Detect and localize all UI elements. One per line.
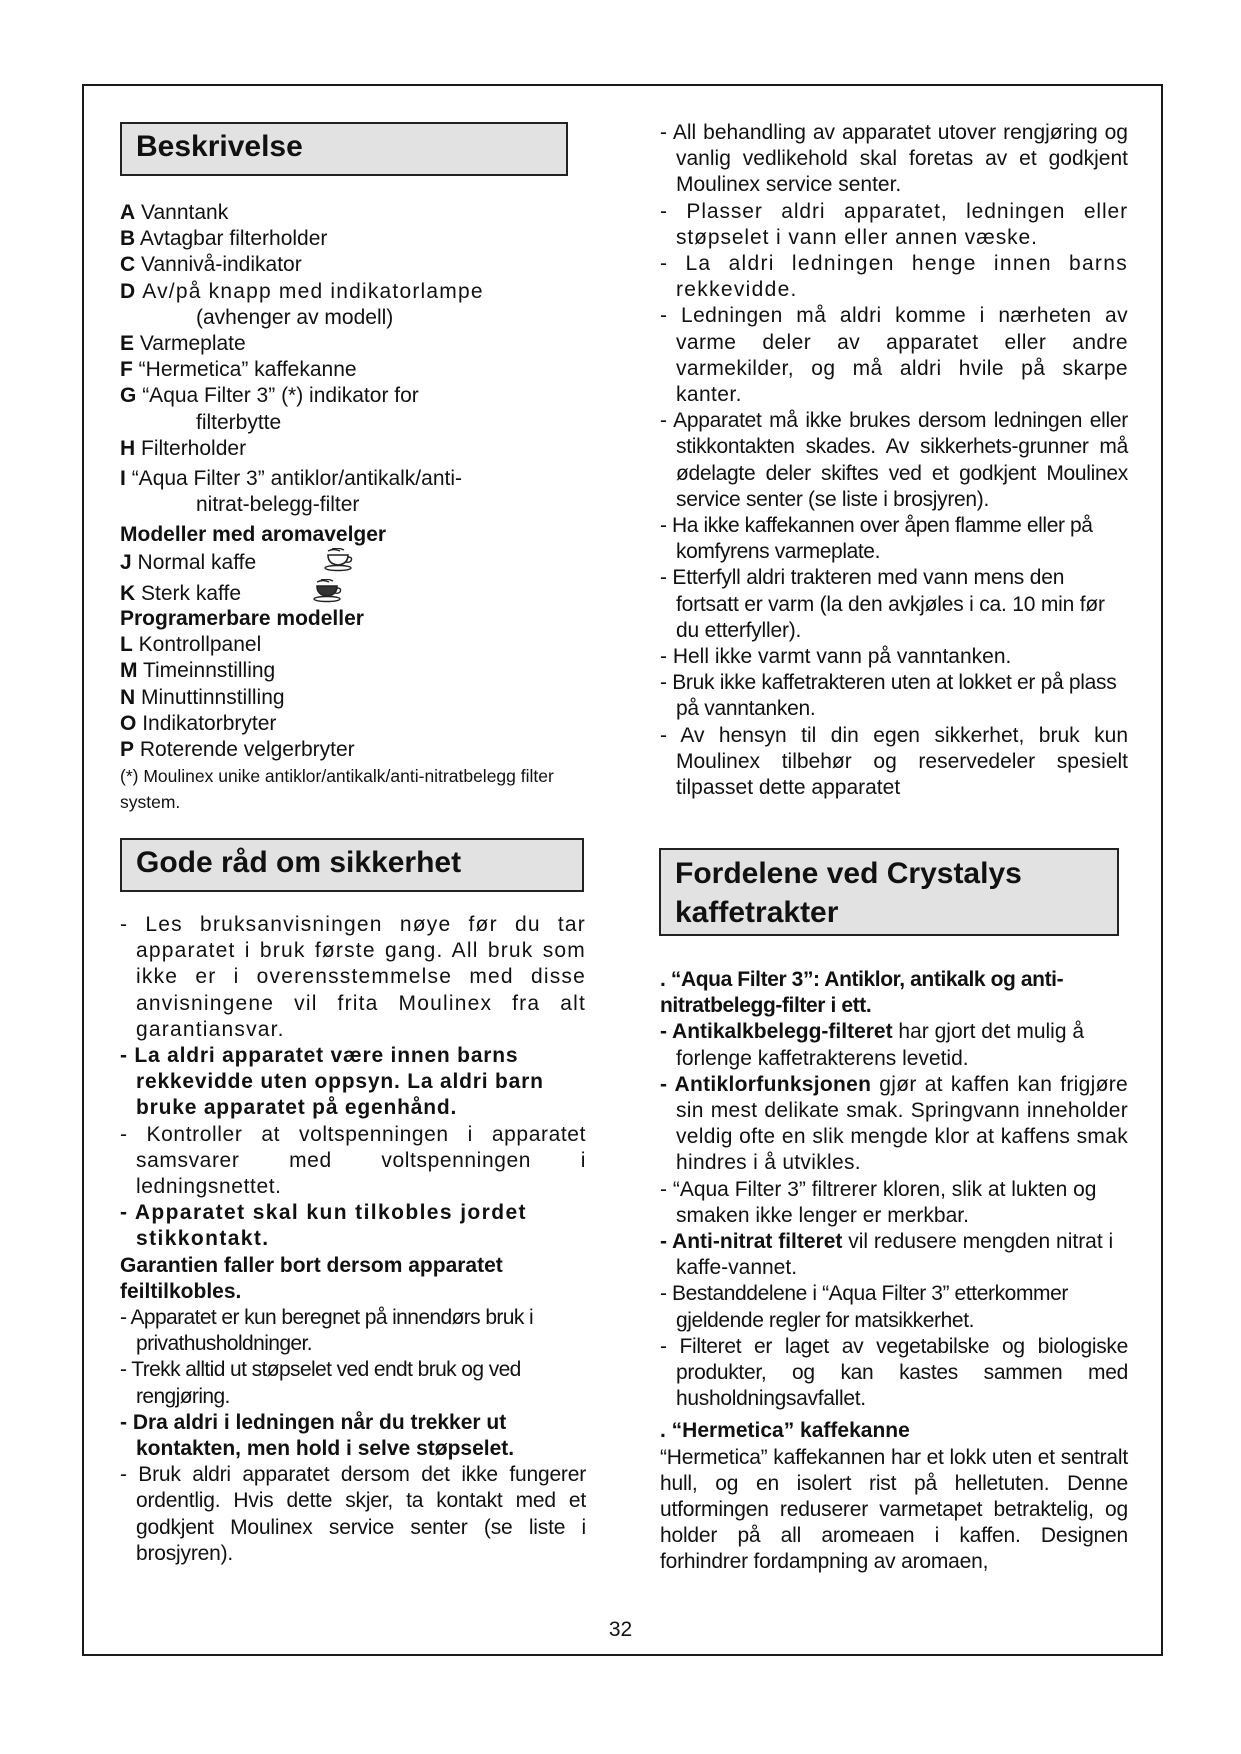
hermetica-text: “Hermetica” kaffekannen har et lokk uten et sentralt hull, og en isolert rist på helletuten. Denne utformingen reduserer varmetapet betraktelig, og holder på all aromeaen i kaffen. Designen forhindrer fordampning av aromaen,	[660, 1445, 1128, 1574]
list-item: - Antiklorfunksjonen gjør at kaffen kan frigjøre sin mest delikate smak. Springvann inneholder veldig ofte en slik mengde klor at kaffens smak hindres i å utvikles.	[660, 1072, 1128, 1175]
list-item: D Av/på knapp med indikatorlampe	[120, 279, 484, 303]
list-item: - Bestanddelene i “Aqua Filter 3” etterkommer gjeldende regler for matsikkerhet.	[660, 1282, 1069, 1332]
list-item: I “Aqua Filter 3” antiklor/antikalk/anti-	[120, 467, 462, 491]
list-item: - Plasser aldri apparatet, ledningen eller støpselet i vann eller annen væske.	[660, 199, 1128, 249]
list-item: - “Aqua Filter 3” filtrerer kloren, slik at lukten og smaken ikke lenger er merkbar.	[660, 1177, 1097, 1227]
footnote: (*) Moulinex unike antiklor/antikalk/anti-nitratbelegg filter system.	[120, 766, 554, 813]
aroma-heading: Modeller med aromavelger	[120, 523, 387, 546]
list-item: - Ha ikke kaffekannen over åpen flamme eller på komfyrens varmeplate.	[660, 514, 1093, 564]
aqua-filter-section	[660, 967, 1128, 1576]
list-item: C Vannivå-indikator	[120, 253, 302, 277]
list-item-cont: nitrat-belegg-filter	[196, 493, 360, 517]
list-item: M Timeinnstilling	[120, 659, 276, 683]
list-item: - Hell ikke varmt vann på vanntanken.	[660, 645, 1012, 669]
section-title-safety: Gode råd om sikkerhet	[120, 838, 584, 892]
page-number: 32	[608, 1618, 633, 1641]
list-item-cont: (avhenger av modell)	[196, 305, 394, 329]
list-item: F “Hermetica” kaffekanne	[120, 358, 357, 382]
programmable-models	[120, 606, 590, 815]
list-item: - Dra aldri i ledningen når du trekker ut kontakten, men hold i selve støpselet.	[120, 1410, 515, 1461]
list-item: - Ledningen må aldri komme i nærheten av varme deler av apparatet eller andre varmekilder, og må aldri hvile på skarpe kanter.	[660, 304, 1128, 407]
section-title-beskrivelse: Beskrivelse	[120, 122, 568, 176]
safety-list	[120, 912, 586, 1567]
aqua-heading: . “Aqua Filter 3”: Antiklor, antikalk og anti-nitratbelegg-filter i ett.	[660, 968, 1064, 1018]
list-item: - Apparatet er kun beregnet på innendørs bruk i privathusholdninger.	[120, 1306, 534, 1356]
list-item: - Filteret er laget av vegetabilske og biologiske produkter, og kan kastes sammen med husholdningsavfallet.	[660, 1334, 1128, 1411]
list-item: - Apparatet må ikke brukes dersom ledningen eller stikkontakten skades. Av sikkerhets-grunner må ødelagte deler skiftes ved et godkjent Moulinex service senter (se liste i brosjyren).	[660, 409, 1128, 511]
list-item: - Etterfyll aldri trakteren med vann mens den fortsatt er varm (la den avkjøles i ca. 10 min før du etterfyller).	[660, 566, 1105, 642]
list-item: G “Aqua Filter 3” (*) indikator for	[120, 384, 419, 408]
list-item: A Vanntank	[120, 201, 229, 224]
hermetica-heading: . “Hermetica” kaffekanne	[660, 1419, 910, 1443]
section-title-fordelene: Fordelene ved Crystalys kaffetrakter	[659, 848, 1119, 936]
list-item: - Bruk aldri apparatet dersom det ikke fungerer ordentlig. Hvis dette skjer, ta kontakt med et godkjent Moulinex service senter (se liste i brosjyren).	[120, 1463, 586, 1565]
description-list	[120, 200, 590, 518]
list-item: - All behandling av apparatet utover rengjøring og vanlig vedlikehold skal foretas av et godkjent Moulinex service senter.	[660, 121, 1128, 197]
coffee-cup-icon	[322, 548, 358, 579]
list-item-cont: filterbytte	[196, 410, 282, 434]
list-item: E Varmeplate	[120, 332, 246, 356]
list-item: - Av hensyn til din egen sikkerhet, bruk kun Moulinex tilbehør og reservedeler spesielt tilpasset dette apparatet	[660, 723, 1128, 800]
list-item: B Avtagbar filterholder	[120, 227, 328, 251]
list-item: - Antikalkbelegg-filteret har gjort det mulig å forlenge kaffetrakterens levetid.	[660, 1020, 1085, 1070]
list-item: N Minuttinnstilling	[120, 685, 285, 709]
list-item: P Roterende velgerbryter	[120, 738, 355, 762]
list-item: - Kontroller at voltspenningen i apparatet samsvarer med voltspenningen i ledningsnettet.	[120, 1122, 586, 1199]
list-item: O Indikatorbryter	[120, 711, 277, 735]
aroma-models	[120, 522, 590, 611]
list-item: Garantien faller bort dersom apparatet feiltilkobles.	[120, 1253, 503, 1303]
list-item: - Bruk ikke kaffetrakteren uten at lokket er på plass på vanntanken.	[660, 671, 1117, 721]
list-item: - Les bruksanvisningen nøye før du tar apparatet i bruk første gang. All bruk som ikke er i overensstemmelse med disse anvisningene vil frita Moulinex fra alt garantiansvar.	[120, 913, 586, 1041]
list-item: - Trekk alltid ut støpselet ved endt bruk og ved rengjøring.	[120, 1358, 521, 1408]
list-item: - Apparatet skal kun tilkobles jordet stikkontakt.	[120, 1201, 527, 1251]
list-item: - Anti-nitrat filteret vil redusere mengden nitrat i kaffe-vannet.	[660, 1230, 1114, 1280]
safety-list-continued	[660, 120, 1128, 801]
list-item: H Filterholder	[120, 436, 247, 460]
list-item: - La aldri ledningen henge innen barns rekkevidde.	[660, 252, 1128, 302]
list-item: J Normal kaffe	[120, 548, 590, 579]
list-item: L Kontrollpanel	[120, 633, 262, 657]
list-item: K Sterk kaffe	[120, 579, 590, 610]
list-item: - La aldri apparatet være innen barns rekkevidde uten oppsyn. La aldri barn bruke apparatet på egenhånd.	[120, 1044, 544, 1120]
prog-heading: Programerbare modeller	[120, 607, 364, 630]
